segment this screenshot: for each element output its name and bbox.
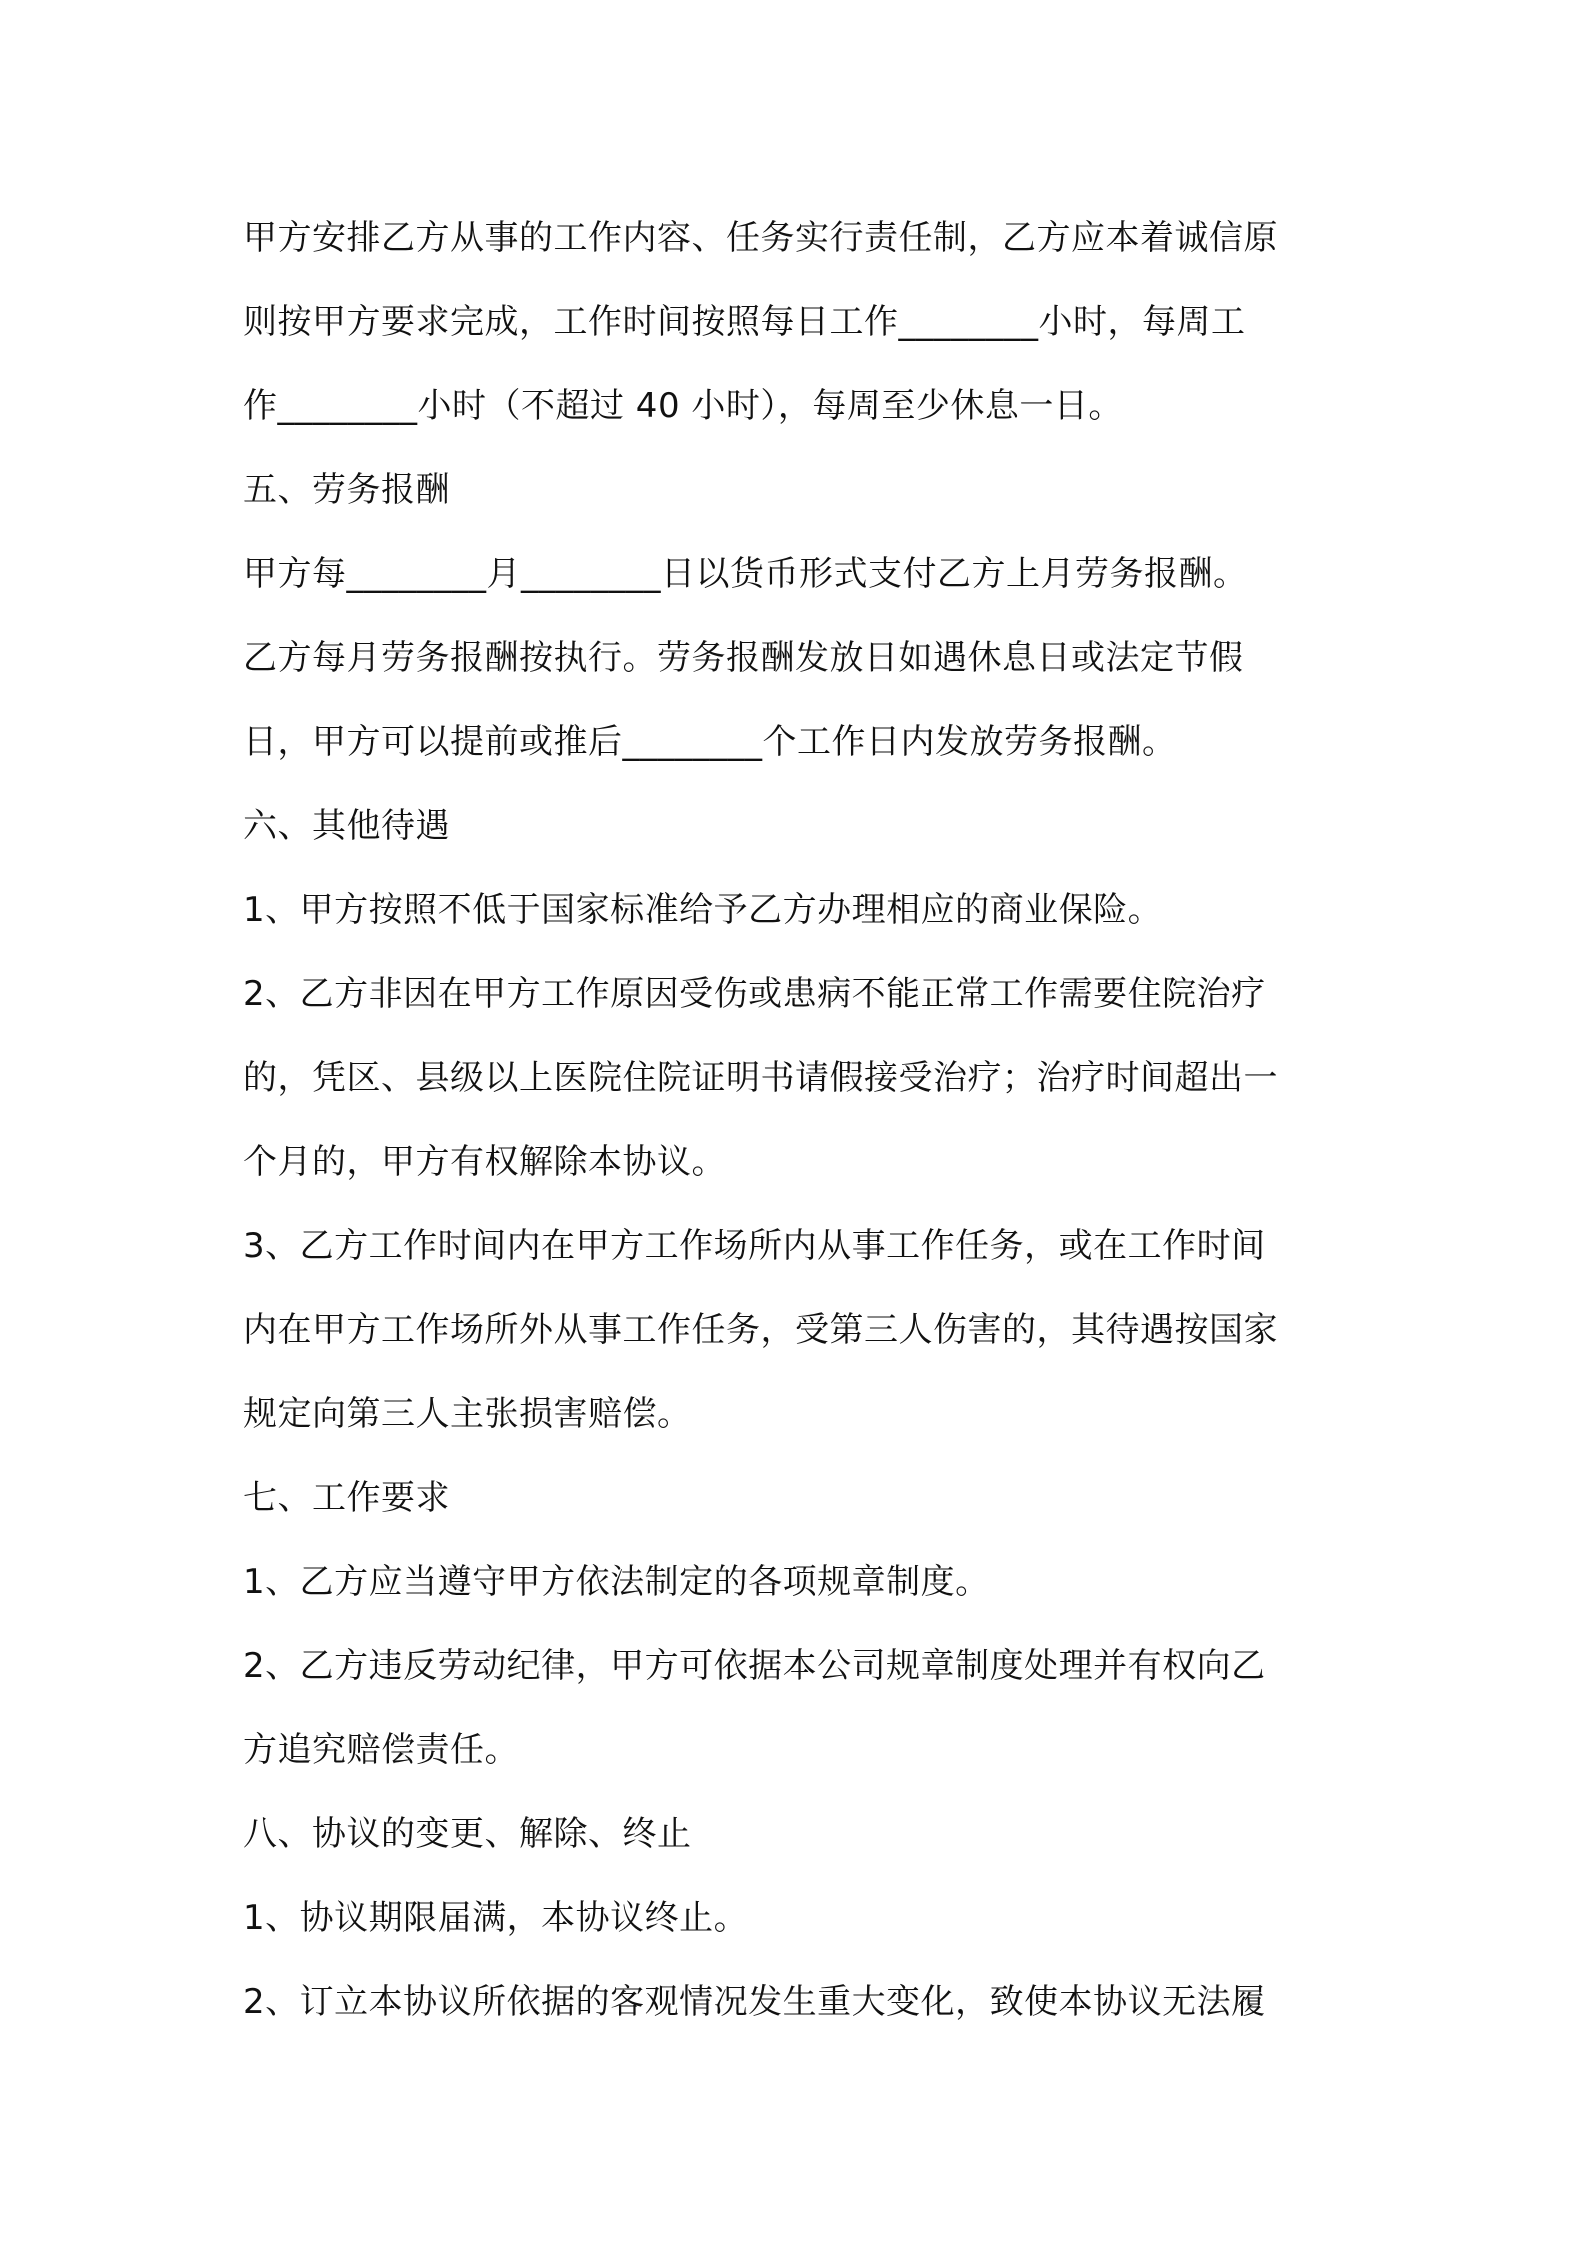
list-item: 3、乙方工作时间内在甲方工作场所内从事工作任务，或在工作时间 <box>243 1226 1266 1266</box>
list-item: 1、甲方按照不低于国家标准给予乙方办理相应的商业保险。 <box>243 890 1163 930</box>
paragraph-line: 的，凭区、县级以上医院住院证明书请假接受治疗；治疗时间超出一 <box>243 1058 1278 1098</box>
paragraph-line: 作________小时（不超过 40 小时），每周至少休息一日。 <box>243 386 1123 426</box>
list-item: 1、协议期限届满，本协议终止。 <box>243 1898 749 1938</box>
section-heading: 八、协议的变更、解除、终止 <box>243 1814 692 1854</box>
document-body <box>243 196 1353 2044</box>
list-item: 2、乙方非因在甲方工作原因受伤或患病不能正常工作需要住院治疗 <box>243 974 1266 1014</box>
paragraph-line: 规定向第三人主张损害赔偿。 <box>243 1394 692 1434</box>
paragraph-line: 甲方每________月________日以货币形式支付乙方上月劳务报酬。 <box>243 554 1248 594</box>
list-item: 2、乙方违反劳动纪律，甲方可依据本公司规章制度处理并有权向乙 <box>243 1646 1266 1686</box>
paragraph-line: 内在甲方工作场所外从事工作任务，受第三人伤害的，其待遇按国家 <box>243 1310 1278 1350</box>
paragraph-line: 则按甲方要求完成，工作时间按照每日工作________小时，每周工 <box>243 302 1246 342</box>
list-item: 1、乙方应当遵守甲方依法制定的各项规章制度。 <box>243 1562 990 1602</box>
paragraph-line: 个月的，甲方有权解除本协议。 <box>243 1142 726 1182</box>
section-heading: 六、其他待遇 <box>243 806 450 846</box>
paragraph-line: 方追究赔偿责任。 <box>243 1730 519 1770</box>
section-heading: 七、工作要求 <box>243 1478 450 1518</box>
paragraph-line: 日，甲方可以提前或推后________个工作日内发放劳务报酬。 <box>243 722 1177 762</box>
paragraph-line: 甲方安排乙方从事的工作内容、任务实行责任制，乙方应本着诚信原 <box>243 218 1278 258</box>
list-item: 2、订立本协议所依据的客观情况发生重大变化，致使本协议无法履 <box>243 1982 1266 2022</box>
section-heading: 五、劳务报酬 <box>243 470 450 510</box>
paragraph-line: 乙方每月劳务报酬按执行。劳务报酬发放日如遇休息日或法定节假 <box>243 638 1244 678</box>
